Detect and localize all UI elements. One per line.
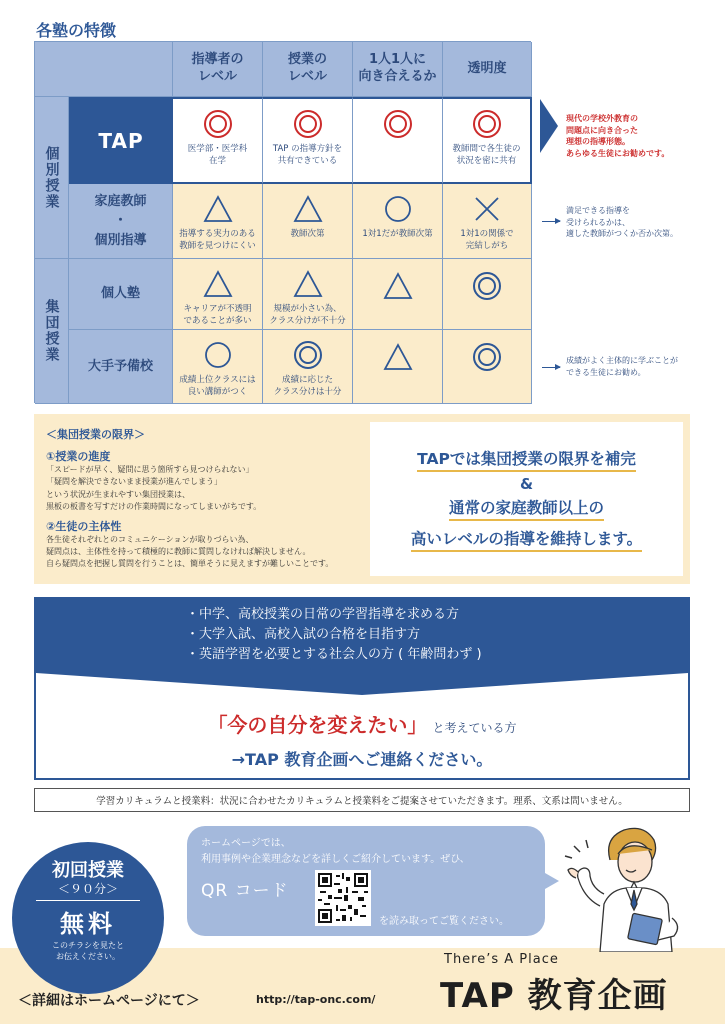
target-item: ・中学、高校授業の日常の学習指導を求める方 [186, 607, 460, 622]
cell [443, 259, 532, 330]
solution-amp: & [519, 474, 534, 493]
cell [353, 184, 443, 259]
homepage-text: ホームページでは、 利用事例や企業理念などを詳しくご紹介しています。ぜひ、 [201, 838, 470, 865]
cell [443, 330, 532, 404]
curriculum-note: 学習カリキュラムと授業料：状況に合わせたカリキュラムと授業料をご提案させていただきます。理系、文系は問いません。 [34, 788, 690, 812]
cell-text: 教師間で各生徒の 状況を密に共有 [452, 144, 521, 167]
solution-line-3: 高いレベルの指導を維持します。 [411, 527, 642, 552]
corner-cell [35, 42, 173, 97]
qr-read-text: を読み取ってご覧ください。 [379, 916, 509, 927]
double-circle-icon [383, 109, 413, 139]
double-circle-icon [472, 109, 502, 139]
cell [263, 97, 353, 184]
cell [353, 97, 443, 184]
target-item: ・英語学習を必要とする社会人の方 ( 年齢問わず ) [186, 647, 482, 662]
triangle-icon [203, 269, 233, 299]
tap-solution [370, 422, 683, 576]
double-circle-icon [472, 342, 502, 372]
limit-2-text: 各生徒それぞれとのコミュニケーションが取りづらい為、 疑問点は、主体性を持って積極的に教師に質問しなければ解決しません。 自ら疑問点を把握し質問を行うことは、簡単そうに見えますが難しいことです。 [46, 534, 334, 569]
double-circle-icon [203, 109, 233, 139]
arrow-icon [540, 99, 558, 153]
cell [443, 97, 532, 184]
promo-free: 無料 [60, 910, 116, 938]
cell [173, 259, 263, 330]
triangle-icon [293, 269, 323, 299]
row-label-private-cram: 個人塾 [69, 259, 173, 330]
limit-2-title: ②生徒の主体性 [46, 519, 122, 533]
brand-logo: TAP 教育企画 [440, 976, 668, 1016]
cell [263, 259, 353, 330]
note-prep: 成績がよく主体的に学ぶことが できる生徒にお勧め。 [566, 356, 678, 377]
arrow-icon [542, 221, 560, 222]
double-circle-icon [472, 271, 502, 301]
cell [173, 330, 263, 404]
cross-icon [472, 194, 502, 224]
solution-line-2: 通常の家庭教師以上の [449, 496, 604, 521]
group-individual: 個別授業 [35, 97, 69, 259]
limits-title: ＜集団授業の限界＞ [46, 428, 145, 441]
cell [173, 184, 263, 259]
circle-icon [203, 340, 233, 370]
detail-label: ＜詳細はホームページにて＞ [18, 993, 200, 1009]
header-transparency: 透明度 [443, 42, 532, 97]
teacher-illustration-icon [560, 822, 710, 952]
homepage-bubble [187, 826, 545, 936]
triangle-icon [203, 194, 233, 224]
cell-text: 指導する実力のある 教師を見つけにくい [179, 229, 256, 252]
cell-text: TAP の指導方針を 共有できている [272, 144, 343, 167]
note-tutor: 満足できる指導を 受けられるかは、 適した教師がつくか否か次第。 [566, 206, 678, 239]
cell [263, 184, 353, 259]
cell-text: 1対1の関係で 完結しがち [460, 229, 514, 252]
cell [443, 184, 532, 259]
tagline: There’s A Place [444, 952, 559, 967]
circle-icon [383, 194, 413, 224]
cell [263, 330, 353, 404]
cell-text: キャリアが不透明 であることが多い [183, 304, 252, 327]
triangle-icon [383, 342, 413, 372]
limit-1-title: ①授業の進度 [46, 450, 111, 463]
solution-line-1: TAPでは集団授業の限界を補完 [417, 447, 636, 472]
row-label-tutor: 家庭教師 ・ 個別指導 [69, 184, 173, 259]
triangle-icon [293, 194, 323, 224]
header-individual-attention: 1人1人に 向き合えるか [353, 42, 443, 97]
cell-text: 教師次第 [290, 229, 325, 239]
website-link[interactable]: http://tap-onc.com/ [256, 993, 376, 1006]
arrow-icon [542, 367, 560, 368]
group-group-class: 集団授業 [35, 259, 69, 404]
cell [353, 259, 443, 330]
header-class-level: 授業の レベル [263, 42, 353, 97]
target-quote: 「今の自分を変えたい」 [207, 713, 428, 737]
row-label-tap: TAP [69, 97, 173, 184]
target-audience [34, 597, 690, 780]
cell-text: 医学部・医学科 在学 [187, 144, 248, 167]
cell-text: 成績上位クラスには 良い講師がつく [179, 375, 256, 398]
row-label-prep-school: 大手予備校 [69, 330, 173, 404]
target-quote-rest: と考えている方 [432, 721, 517, 735]
group-class-limits [34, 414, 690, 584]
cell [173, 97, 263, 184]
promo-note: このチラシを見たと お伝えください。 [52, 941, 124, 962]
comparison-table [34, 41, 531, 403]
contact-call: →TAP 教育企画へご連絡ください。 [231, 750, 493, 769]
triangle-icon [383, 271, 413, 301]
qr-label: QR コード [201, 881, 289, 901]
cell-text: 規模が小さい為、 クラス分けが不十分 [269, 304, 346, 327]
target-item: ・大学入試、高校入試の合格を目指す方 [186, 627, 421, 642]
double-circle-icon [293, 109, 323, 139]
promo-title: 初回授業 [52, 860, 124, 881]
bubble-tail [545, 873, 559, 889]
cell [353, 330, 443, 404]
cell-text: 成績に応じた クラス分けは十分 [273, 375, 342, 398]
free-trial-badge [12, 842, 164, 994]
cell-text: 1対1だが教師次第 [362, 229, 433, 239]
header-instructor-level: 指導者の レベル [173, 42, 263, 97]
qr-code[interactable] [315, 870, 371, 926]
note-tap: 現代の学校外教育の 問題点に向き合った 理想の指導形態。 あらゆる生徒にお勧めです。 [566, 114, 670, 158]
promo-duration: ＜９０分＞ [57, 882, 118, 896]
limit-1-text: 「スピードが早く、疑問に思う箇所すら見つけられない」 「疑問を解決できないまま授業が進んでしまう」 という状況が生まれやすい集団授業は、 黒板の板書を写すだけの作業時間になってしまいがちです。 [46, 465, 262, 512]
double-circle-icon [293, 340, 323, 370]
section-title: 各塾の特徴 [36, 21, 117, 40]
